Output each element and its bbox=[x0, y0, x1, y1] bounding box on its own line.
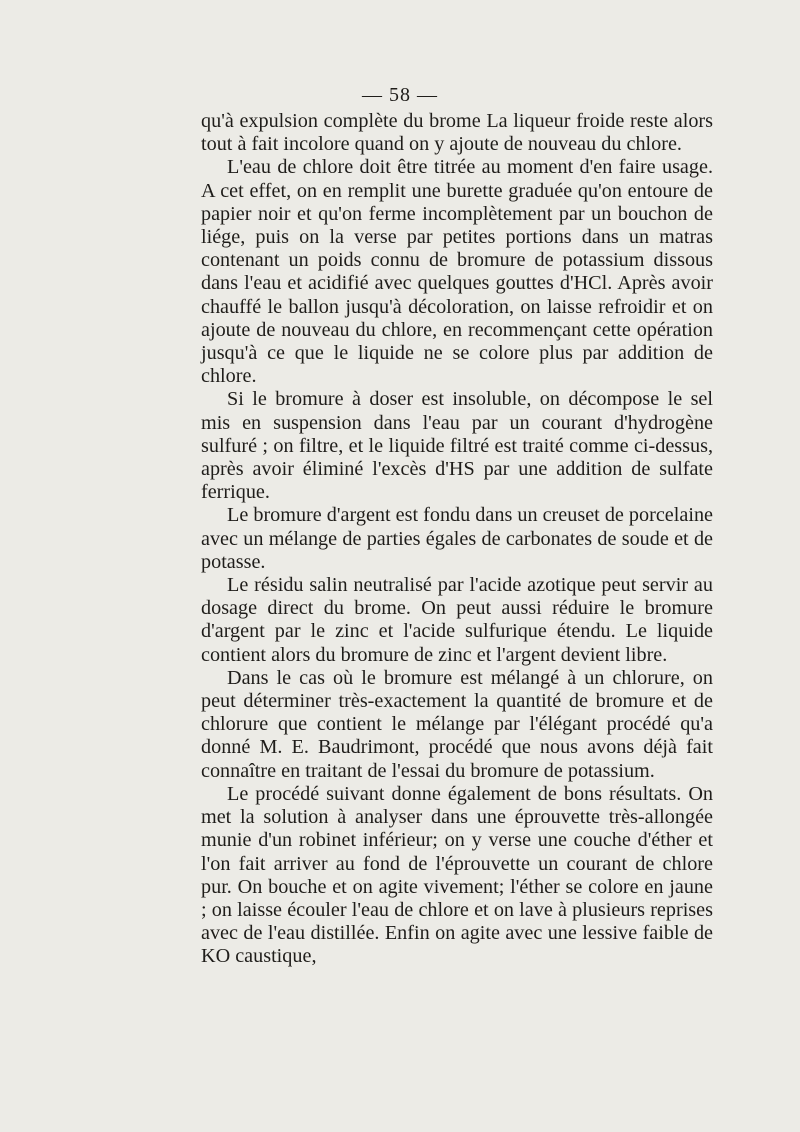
paragraph-6: Dans le cas où le bromure est mélangé à un chlorure, on peut déterminer très-exactement la quantité de bromure et de chlorure que contient le mélange par l'élégant procédé qu'a donné M. E. Baudrimont, procédé que nous avons déjà fait connaître en traitant de l'essai du bromure de potassium. bbox=[201, 666, 713, 782]
paragraph-5: Le résidu salin neutralisé par l'acide azotique peut servir au dosage direct du brome. On peut aussi réduire le bromure d'argent par le zinc et l'acide sulfurique étendu. Le liquide contient alors du bromure de zinc et l'argent devient libre. bbox=[201, 574, 713, 666]
paragraph-4: Le bromure d'argent est fondu dans un creuset de porcelaine avec un mélange de parties égales de carbonates de soude et de potasse. bbox=[201, 504, 713, 573]
paragraph-1: qu'à expulsion complète du brome La liqueur froide reste alors tout à fait incolore quand on y ajoute de nouveau du chlore. bbox=[201, 110, 713, 156]
body-text bbox=[201, 110, 713, 969]
paragraph-7: Le procédé suivant donne également de bons résultats. On met la solution à analyser dans une éprouvette très-allongée munie d'un robinet inférieur; on y verse une couche d'éther et l'on fait arriver au fond de l'éprouvette un courant de chlore pur. On bouche et on agite vivement; l'éther se colore en jaune ; on laisse écouler l'eau de chlore et on lave à plusieurs reprises avec de l'eau distillée. Enfin on agite avec une lessive faible de KO caustique, bbox=[201, 782, 713, 968]
paragraph-3: Si le bromure à doser est insoluble, on décompose le sel mis en suspension dans l'eau par un courant d'hydrogène sulfuré ; on filtre, et le liquide filtré est traité comme ci-dessus, après avoir éliminé l'excès d'HS par une addition de sulfate ferrique. bbox=[201, 388, 713, 504]
page-number: — 58 — bbox=[362, 84, 438, 106]
paragraph-2: L'eau de chlore doit être titrée au moment d'en faire usage. A cet effet, on en remplit une burette graduée qu'on entoure de papier noir et qu'on ferme incomplètement par un bouchon de liége, puis on la verse par petites portions dans un matras contenant un poids connu de bromure de potassium dissous dans l'eau et acidifié avec quelques gouttes d'HCl. Après avoir chauffé le ballon jusqu'à décoloration, on laisse refroidir et on ajoute de nouveau du chlore, en recommençant cette opération jusqu'à ce que le liquide ne se colore plus par addition de chlore. bbox=[201, 156, 713, 388]
